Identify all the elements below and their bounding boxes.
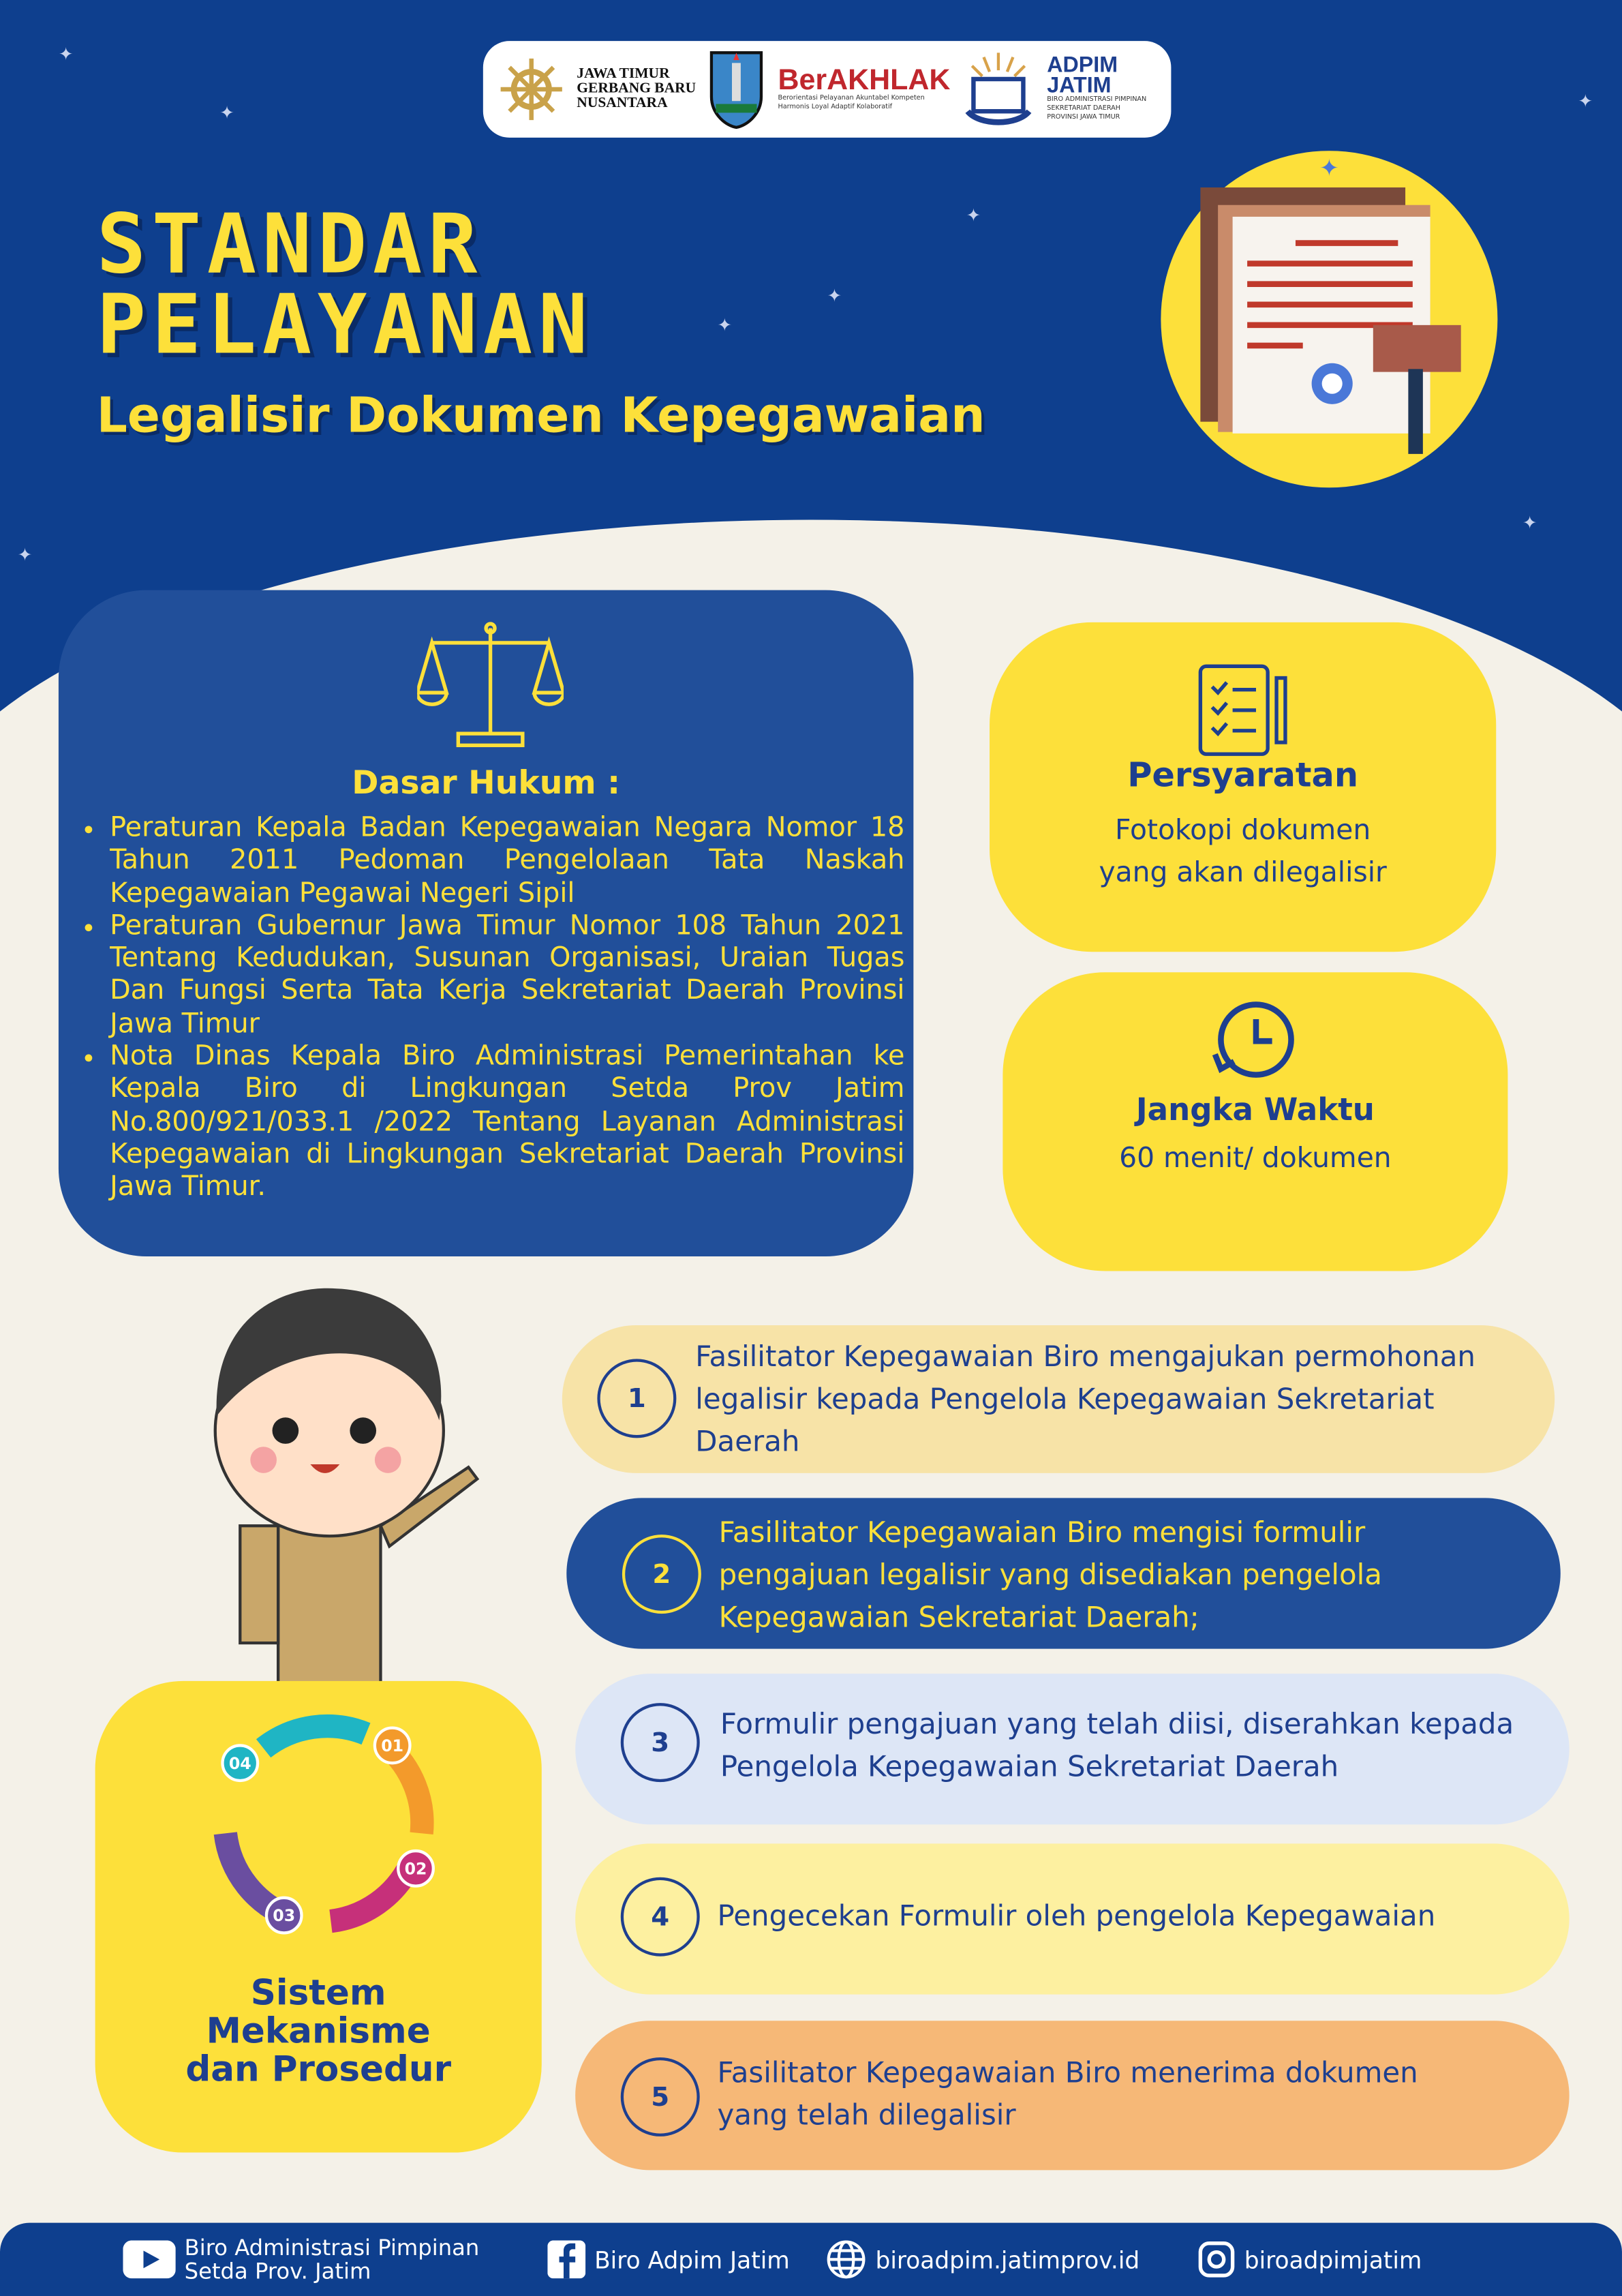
checklist-document-icon — [1189, 663, 1294, 760]
step-number: 4 — [621, 1877, 700, 1957]
clock-icon — [1208, 996, 1298, 1087]
sistem-mekanisme-card — [95, 1681, 542, 2153]
page-title-line2: PELAYANAN — [96, 278, 594, 374]
youtube-icon — [123, 2240, 175, 2278]
step-text: Fasilitator Kepegawaian Biro mengajukan permohonan legalisir kepada Pengelola Kepegawaian Sekretariat Daerah — [695, 1340, 1475, 1459]
logo-line: ADPIM — [1047, 52, 1118, 78]
star-decoration: ✦ — [966, 205, 981, 226]
adpim-logo — [1047, 52, 1147, 123]
logo-line: GERBANG BARU — [577, 80, 697, 97]
jatim-logo-text — [577, 67, 696, 111]
legal-basis-item: • Peraturan Gubernur Jawa Timur Nomor 108 Tahun 2021 Tentang Kedudukan, Susunan Organisasi, Uraian Tugas Dan Fungsi Serta Tata Kerja Sekretariat Daerah Provinsi Jawa Timur — [110, 911, 904, 1042]
step-text: Fasilitator Kepegawaian Biro menerima dokumen yang telah dilegalisir — [717, 2055, 1418, 2132]
logo-line: JAWA TIMUR — [577, 65, 670, 82]
instagram-label: biroadpimjatim — [1244, 2245, 1422, 2274]
logo-bar — [483, 41, 1172, 138]
procedure-step-3 — [575, 1674, 1569, 1824]
website-link[interactable] — [825, 2235, 1139, 2284]
star-decoration: ✦ — [17, 545, 33, 566]
procedure-step-2 — [566, 1498, 1560, 1648]
procedure-step-4 — [575, 1843, 1569, 1994]
star-decoration: ✦ — [1578, 91, 1593, 112]
globe-icon — [825, 2239, 866, 2280]
page-subtitle: Legalisir Dokumen Kepegawaian — [96, 387, 985, 444]
procedure-step-5 — [575, 2021, 1569, 2170]
facebook-label: Biro Adpim Jatim — [594, 2245, 790, 2274]
cycle-process-icon — [205, 1702, 445, 1942]
sistem-title — [95, 1974, 542, 2089]
berakhlak-logo — [778, 66, 950, 113]
cycle-label: 03 — [273, 1906, 296, 1926]
step-number: 3 — [621, 1703, 700, 1782]
title-line: Mekanisme — [206, 2010, 431, 2052]
legal-document-gavel-illustration — [1157, 147, 1508, 498]
legal-basis-item: • Nota Dinas Kepala Biro Administrasi Pemerintahan ke Kepala Biro di Lingkungan Setda Prov Jatim No.800/921/033.1 /2022 Tentang Layanan Administrasi Kepegawaian di Lingkungan Sekretariat Daerah Provinsi Jawa Timur. — [110, 1041, 904, 1204]
scales-of-justice-icon — [417, 620, 564, 751]
step-text: Formulir pengajuan yang telah diisi, diserahkan kepada Pengelola Kepegawaian Sekretariat Daerah — [720, 1707, 1514, 1784]
page-title-line1: STANDAR — [96, 197, 483, 293]
persyaratan-text — [990, 810, 1496, 895]
step-number: 1 — [597, 1359, 676, 1438]
star-decoration: ✦ — [717, 314, 733, 335]
jangka-waktu-title: Jangka Waktu — [1135, 1092, 1375, 1128]
logo-line: JATIM — [1047, 73, 1112, 98]
footer — [0, 2223, 1622, 2296]
star-decoration: ✦ — [1522, 512, 1537, 533]
jangka-waktu-card — [1003, 972, 1508, 1271]
website-label: biroadpim.jatimprov.id — [875, 2245, 1140, 2274]
jangka-waktu-value: 60 menit/ dokumen — [1119, 1142, 1392, 1175]
title-line: dan Prosedur — [185, 2049, 452, 2090]
jatim-coat-of-arms-icon — [707, 48, 766, 130]
star-decoration: ✦ — [827, 285, 842, 306]
logo-line: BIRO ADMINISTRASI PIMPINAN — [1047, 96, 1147, 104]
logo-line: NUSANTARA — [577, 95, 668, 112]
logo-line: SEKRETARIAT DAERAH — [1047, 105, 1121, 113]
star-decoration: ✦ — [219, 102, 234, 123]
civil-servant-character-illustration — [190, 1277, 483, 1687]
logo-line: PROVINSI JAWA TIMUR — [1047, 114, 1120, 122]
logo-line: Harmonis Loyal Adaptif Kolaboratif — [778, 104, 893, 112]
adpim-building-icon — [962, 50, 1035, 129]
step-number: 5 — [621, 2057, 700, 2136]
logo-line: Berorientasi Pelayanan Akuntabel Kompeten — [778, 95, 925, 103]
star-decoration: ✦ — [58, 44, 74, 65]
instagram-link[interactable] — [1197, 2235, 1422, 2284]
dasar-hukum-card — [59, 590, 913, 1256]
instagram-icon — [1197, 2240, 1236, 2278]
title-line: Sistem — [250, 1972, 386, 2014]
cycle-label: 04 — [228, 1753, 251, 1773]
persyaratan-title: Persyaratan — [1127, 757, 1359, 796]
step-text: Pengecekan Formulir oleh pengelola Kepegawaian — [717, 1899, 1436, 1933]
youtube-label: Biro Administrasi Pimpinan — [184, 2234, 480, 2261]
cycle-label: 02 — [404, 1859, 427, 1879]
dasar-hukum-title: Dasar Hukum : — [352, 766, 621, 803]
step-number: 2 — [622, 1535, 701, 1614]
svg-text:✦: ✦ — [1319, 154, 1339, 182]
berakhlak-text: BerAKHLAK — [778, 64, 951, 97]
requirement-line: yang akan dilegalisir — [1099, 856, 1387, 889]
youtube-label: Setda Prov. Jatim — [184, 2258, 371, 2284]
legal-basis-item: • Peraturan Kepala Badan Kepegawaian Negara Nomor 18 Tahun 2011 Pedoman Pengelolaan Tata Naskah Kepegawaian Pegawai Negeri Sipil — [110, 813, 904, 911]
youtube-link[interactable] — [123, 2235, 479, 2284]
step-text: Fasilitator Kepegawaian Biro mengisi formulir pengajuan legalisir yang disediakan pengelola Kepegawaian Sekretariat Daerah; — [718, 1515, 1382, 1635]
facebook-icon — [547, 2240, 585, 2278]
facebook-link[interactable] — [547, 2235, 789, 2284]
requirement-line: Fotokopi dokumen — [1115, 814, 1371, 847]
persyaratan-card — [990, 622, 1496, 952]
cycle-label: 01 — [381, 1736, 404, 1756]
jatim-emblem-icon — [498, 56, 565, 123]
dasar-hukum-list — [79, 813, 904, 1205]
procedure-step-1 — [562, 1325, 1555, 1473]
